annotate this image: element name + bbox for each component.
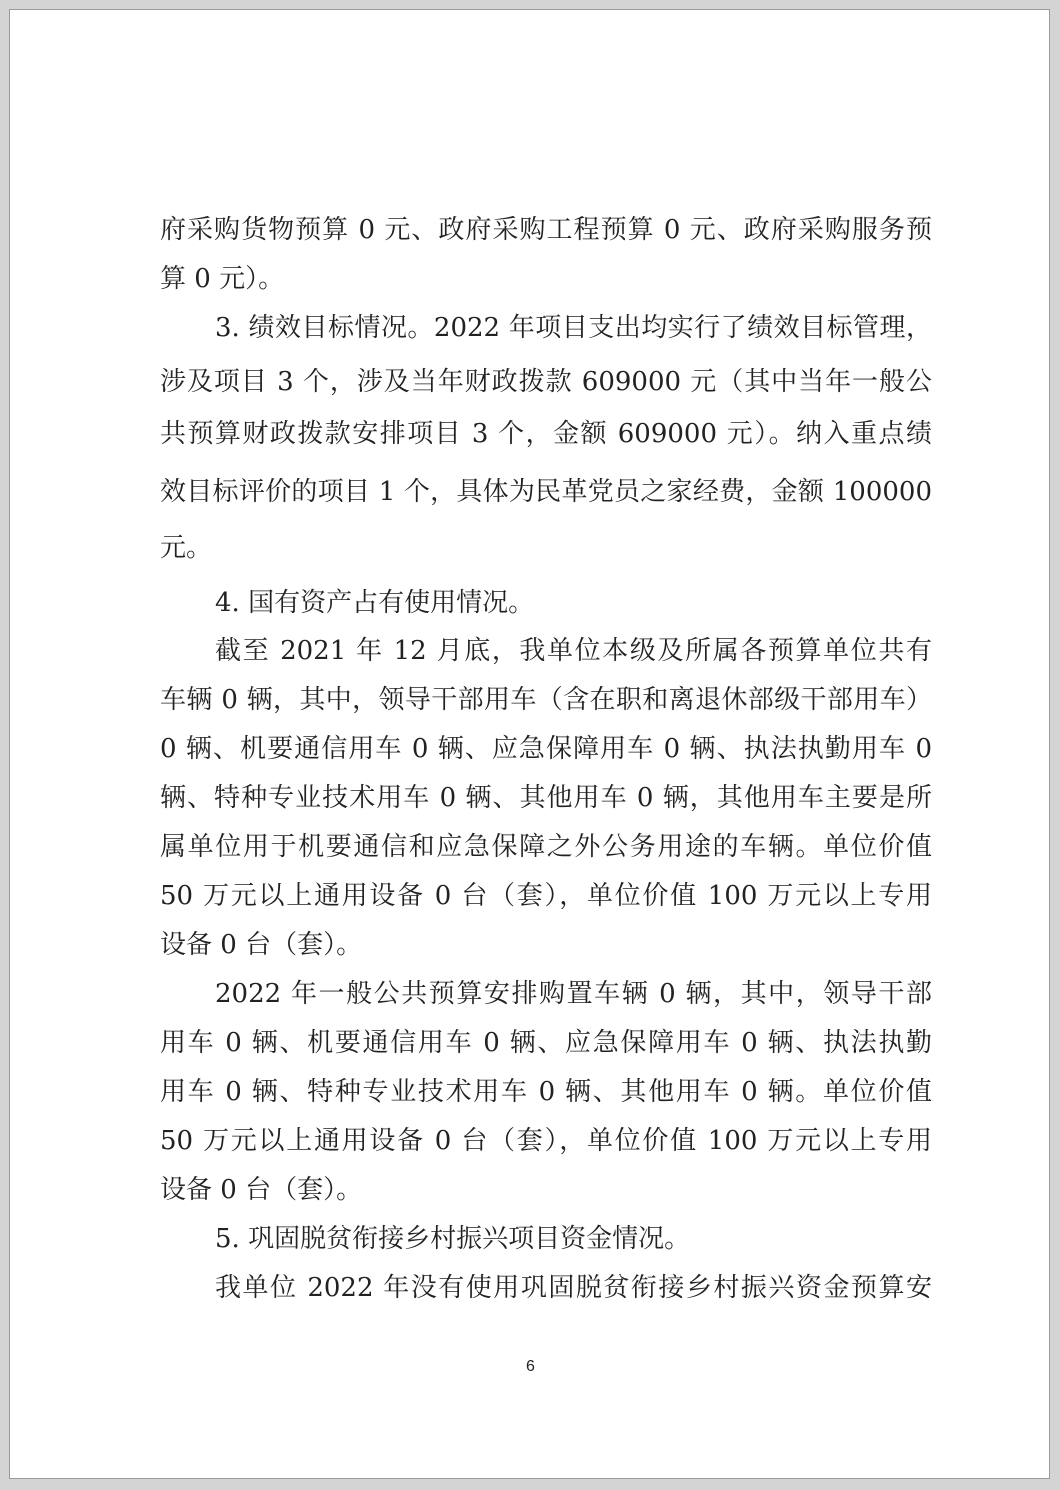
text-line: 我单位 2022 年没有使用巩固脱贫衔接乡村振兴资金预算安 — [215, 1273, 932, 1303]
text-line: 50 万元以上通用设备 0 台（套），单位价值 100 万元以上专用 — [160, 1126, 932, 1156]
text-line: 府采购货物预算 0 元、政府采购工程预算 0 元、政府采购服务预 — [160, 215, 932, 245]
text-line: 算 0 元）。 — [160, 264, 285, 294]
section-heading: 5. 巩固脱贫衔接乡村振兴项目资金情况。 — [215, 1224, 691, 1254]
section-heading: 4. 国有资产占有使用情况。 — [215, 588, 535, 618]
text-line: 用车 0 辆、特种专业技术用车 0 辆、其他用车 0 辆。单位价值 — [160, 1077, 932, 1107]
text-line: 共预算财政拨款安排项目 3 个，金额 609000 元）。纳入重点绩 — [160, 419, 932, 449]
text-line: 截至 2021 年 12 月底，我单位本级及所属各预算单位共有 — [215, 636, 932, 666]
text-line: 2022 年一般公共预算安排购置车辆 0 辆，其中，领导干部 — [215, 979, 932, 1009]
text-line: 涉及项目 3 个，涉及当年财政拨款 609000 元（其中当年一般公 — [160, 367, 932, 397]
text-line: 0 辆、机要通信用车 0 辆、应急保障用车 0 辆、执法执勤用车 0 — [160, 734, 932, 764]
text-line: 属单位用于机要通信和应急保障之外公务用途的车辆。单位价值 — [160, 832, 932, 862]
document-page — [9, 9, 1050, 1479]
text-line: 效目标评价的项目 1 个，具体为民革党员之家经费，金额 100000 — [160, 477, 932, 507]
text-line: 50 万元以上通用设备 0 台（套），单位价值 100 万元以上专用 — [160, 881, 932, 911]
text-line: 3. 绩效目标情况。2022 年项目支出均实行了绩效目标管理， — [215, 313, 932, 343]
text-line: 元。 — [160, 533, 213, 563]
text-line: 用车 0 辆、机要通信用车 0 辆、应急保障用车 0 辆、执法执勤 — [160, 1028, 932, 1058]
text-line: 辆、特种专业技术用车 0 辆、其他用车 0 辆，其他用车主要是所 — [160, 783, 932, 813]
text-line: 车辆 0 辆，其中，领导干部用车（含在职和离退休部级干部用车） — [160, 685, 932, 715]
text-line: 设备 0 台（套）。 — [160, 930, 363, 960]
text-line: 设备 0 台（套）。 — [160, 1175, 363, 1205]
page-number: 6 — [526, 1358, 535, 1375]
